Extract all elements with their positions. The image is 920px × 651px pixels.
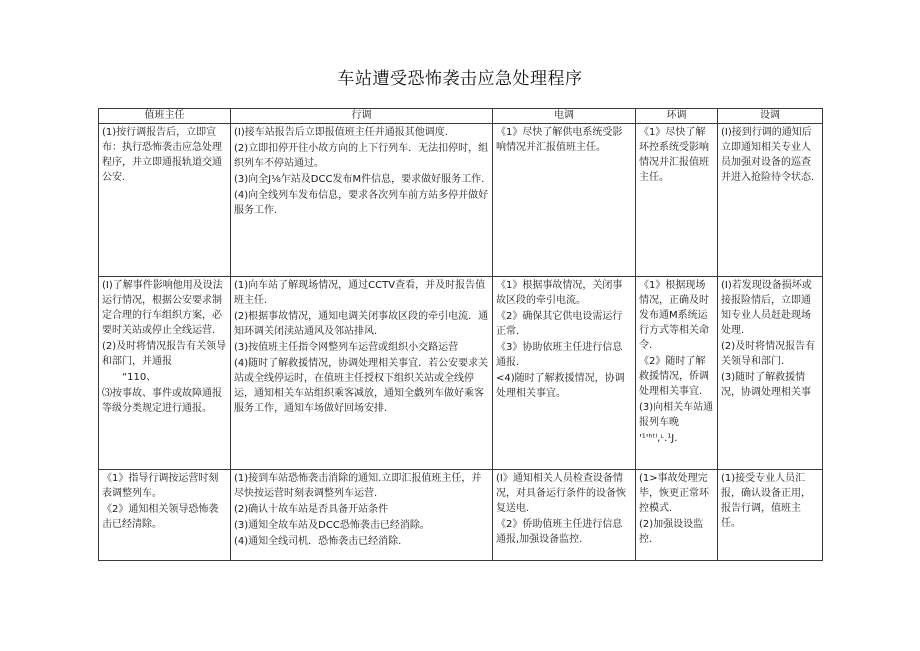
paragraph: 《2》侨助值班主任进行信息通报,加强设备监控. (496, 519, 623, 545)
table-cell (493, 124, 636, 277)
paragraph: (2)立即扣停开往小故方向的上下行列车．无法扣停时，组织列车不停站通过。 (234, 143, 489, 169)
paragraph: <4)随时了解救援情况，协调处理相关事宜。 (496, 373, 625, 399)
table-cell (636, 470, 718, 561)
paragraph: (I》通知相关人员检查设备情况，对具备运行条件的设备恢复送电. (496, 473, 626, 514)
paragraph: 《1》指导行调按运营时刻表调整列车。 (102, 473, 219, 499)
table-cell (99, 470, 231, 561)
paragraph: (3)向全J⅛乍站及DCC发布M件信息，要求做好服务工作. (234, 174, 485, 185)
table-cell (99, 124, 231, 277)
paragraph: 《1》尽快了解供电系统受影响情况并汇报值班主任。 (496, 127, 623, 153)
paragraph: (3)通知全故车站及DCC恐怖袭击已经消除。 (234, 520, 430, 531)
table-cell (231, 470, 493, 561)
paragraph: 《1》尽快了解环控系统受影响情况并汇报值班主任。 (639, 127, 709, 183)
column-header: 值班主任 (99, 109, 231, 124)
paragraph: (4)通知全线司机．恐怖袭击已经消除. (234, 536, 402, 547)
paragraph: (1)按行调报告后，立即宣布：执行恐怖袭击应急处理程序，并立即通报轨道交通公安. (102, 127, 222, 183)
procedure-table (98, 108, 823, 561)
table-cell (493, 470, 636, 561)
table-cell (718, 277, 823, 470)
paragraph: (I)了解事件影响他用及设法运行情况，根据公安要求制定合理的行车组织方案，必要时关站或停止全线运营. (102, 280, 223, 336)
paragraph: (4)随时了解救援情况，协调处理相关事宜．若公安要求关站或全线停运时，在值班主任授权下组织关站或全线停运，通知相关车站组织乘客减放，通知全戯列车做好乘客服务工作，通知车场做好回场安排. (234, 358, 489, 414)
paragraph: ⑶按事故、事件或故障通报等级分类规定进行通报。 (102, 388, 222, 414)
paragraph: (2)及时将情况报告有关领导和部门，并通报 (102, 341, 227, 367)
paragraph: “110、 (122, 372, 157, 383)
table-cell (636, 277, 718, 470)
table-cell (636, 124, 718, 277)
column-header: 电调 (493, 109, 636, 124)
table-cell (718, 470, 823, 561)
paragraph: 《1》根据事故情况，关闭事故区段的牵引电流。 (496, 280, 623, 306)
paragraph: (2)确认十故车站是否具备开站条件 (234, 504, 389, 515)
paragraph: (4)向全线列车发布信息，要求各次列车前方站多停并做好服务工作. (234, 190, 489, 216)
paragraph: (3)按值班主任指令网整列车运营或组织小交路运营 (234, 342, 459, 353)
paragraph: (3)随时了解救援情况，协调处理相关事 (721, 372, 811, 398)
paragraph: 《1》根据现场情况，正确及时发布通M系统运行方式等相关命令. (639, 280, 709, 351)
table-cell (231, 124, 493, 277)
paragraph: 《2》随时了解救援情况，侨调处理相关事宜. (639, 356, 709, 397)
table-cell (493, 277, 636, 470)
paragraph: (I)接到行调的通知后立即通知相关专业人员加强对设备的巡查并进入抢险待令状态. (721, 127, 815, 183)
paragraph: (1>事故处理完毕，恢更正常环控模式. (639, 473, 709, 514)
paragraph: '¹'ʰᵗˡ,ᶫ.¹Ј. (639, 433, 678, 444)
paragraph: (I)接车站报告后立即报值班主任并通报其他调度. (234, 127, 448, 138)
column-header: 行调 (231, 109, 493, 124)
table-row (99, 470, 823, 561)
paragraph: (3)向相关车站通报列车晚 (639, 402, 714, 428)
table-cell (99, 277, 231, 470)
paragraph: (I)若发现设备损坏或接报险情后，立即通知专业人员赶赴现场处理. (721, 280, 812, 336)
table-cell (718, 124, 823, 277)
column-header: 环调 (636, 109, 718, 124)
paragraph: (1)向车站了解现场情况，通过CCTV查看，并及时报告值班主任. (234, 280, 486, 306)
paragraph: 《3》协助依班主任进行信息通报. (496, 342, 623, 368)
paragraph: (1)接到车站恐怖袭击消除的通知.立即汇报值班主任，并尽快按运营时刻表调整列车运营. (234, 473, 482, 499)
header-row (99, 109, 823, 124)
paragraph: (2)根据事故情况，通知电调关闭事故区段的牵引电流．通知环调关闭渎站通风及邻站排风. (234, 311, 489, 337)
paragraph: (1)接受专业人员汇报，确认设备正用，报告行调，值班主任。 (721, 473, 811, 529)
table-cell (231, 277, 493, 470)
paragraph: 《2》确保其它供电设需运行正常. (496, 311, 623, 337)
column-header: 设调 (718, 109, 823, 124)
table-row (99, 277, 823, 470)
document-title: 车站遭受恐怖袭击应急处理程序 (337, 69, 583, 89)
paragraph: (2)及时将情况报告有关领导和部门. (721, 341, 816, 367)
paragraph: 《2》通知相关领导恐怖袭击已经清除。 (102, 504, 219, 530)
table-row (99, 124, 823, 277)
paragraph: (2)加强设设监控. (639, 519, 704, 545)
